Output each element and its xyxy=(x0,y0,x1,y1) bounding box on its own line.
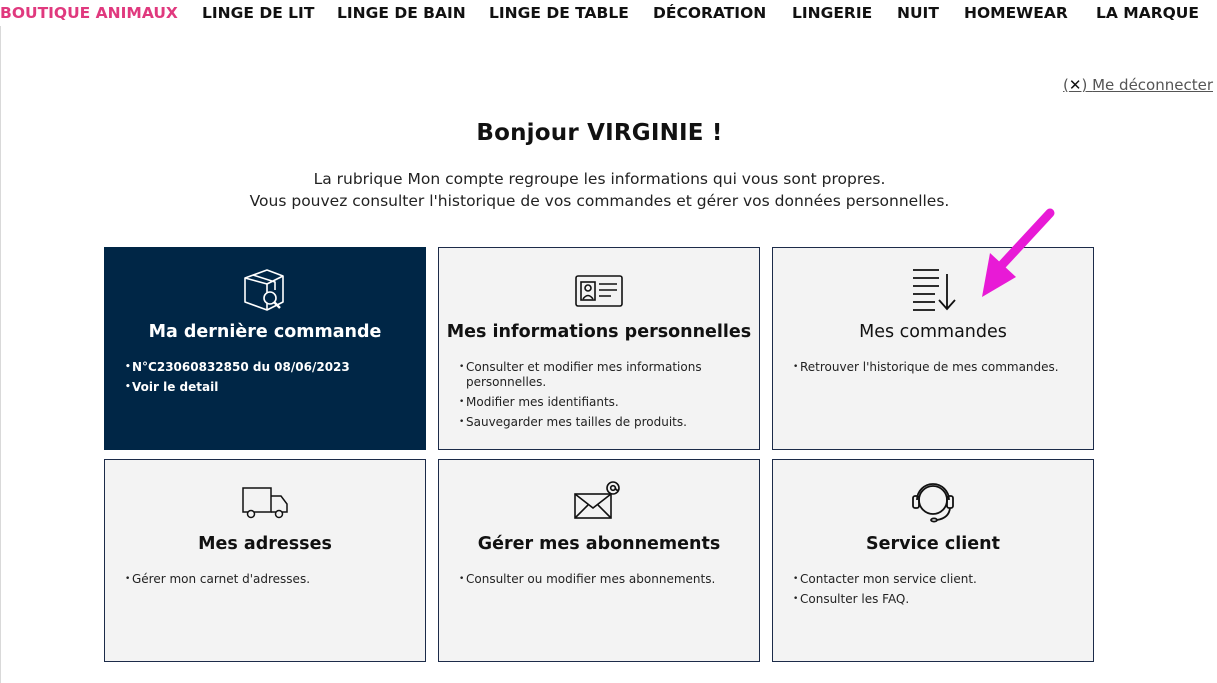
logout-label: Me déconnecter xyxy=(1092,76,1213,94)
id-card-icon xyxy=(571,264,627,314)
order-list-icon xyxy=(905,264,961,314)
delivery-truck-icon xyxy=(237,476,293,526)
list-item: • Consulter ou modifier mes abonnements. xyxy=(459,572,745,587)
list-item: • Modifier mes identifiants. xyxy=(459,395,745,410)
card-title: Mes adresses xyxy=(198,534,332,554)
list-item: • Gérer mon carnet d'adresses. xyxy=(125,572,411,587)
card-list xyxy=(793,572,1079,612)
card-title: Mes informations personnelles xyxy=(446,322,752,342)
card-title: Ma dernière commande xyxy=(148,322,382,342)
list-item: • Consulter et modifier mes informations personnelles. xyxy=(459,360,745,390)
page-title: Bonjour VIRGINIE ! xyxy=(476,120,723,146)
card-list xyxy=(125,572,411,592)
mail-at-icon xyxy=(571,476,627,526)
close-icon: ✕ xyxy=(1068,76,1082,94)
nav-item-nuit[interactable]: NUIT xyxy=(897,4,939,22)
order-number-item[interactable]: • N°C23060832850 du 08/06/2023 xyxy=(125,360,411,375)
card-list xyxy=(793,360,1079,380)
nav-item-linge-de-bain[interactable]: LINGE DE BAIN xyxy=(337,4,466,22)
intro-text-line-1: La rubrique Mon compte regroupe les informations qui vous sont propres. xyxy=(313,170,886,188)
logout-link[interactable]: (✕) Me déconnecter xyxy=(1063,76,1213,94)
faq-link[interactable]: • Consulter les FAQ. xyxy=(793,592,1079,607)
card-addresses[interactable] xyxy=(104,459,426,662)
contact-service-link[interactable]: • Contacter mon service client. xyxy=(793,572,1079,587)
card-title: Gérer mes abonnements xyxy=(477,534,721,554)
card-subscriptions[interactable] xyxy=(438,459,760,662)
card-list xyxy=(459,360,745,435)
intro-text-line-2: Vous pouvez consulter l'historique de vos commandes et gérer vos données personnelles. xyxy=(249,192,950,210)
main-navigation xyxy=(0,0,1217,30)
card-personal-info[interactable] xyxy=(438,247,760,450)
list-item: • Retrouver l'historique de mes commandes. xyxy=(793,360,1079,375)
card-last-order[interactable] xyxy=(104,247,426,450)
card-title: Mes commandes xyxy=(859,322,1007,342)
card-list xyxy=(125,360,411,400)
headset-icon xyxy=(905,476,961,526)
card-title: Service client xyxy=(866,534,1000,554)
nav-item-linge-de-lit[interactable]: LINGE DE LIT xyxy=(202,4,315,22)
view-detail-link[interactable]: • Voir le detail xyxy=(125,380,411,395)
nav-item-lingerie[interactable]: LINGERIE xyxy=(792,4,873,22)
list-item: • Sauvegarder mes tailles de produits. xyxy=(459,415,745,430)
nav-item-homewear[interactable]: HOMEWEAR xyxy=(964,4,1068,22)
nav-item-linge-de-table[interactable]: LINGE DE TABLE xyxy=(489,4,629,22)
nav-item-boutique-animaux[interactable]: BOUTIQUE ANIMAUX xyxy=(0,4,178,22)
pointer-arrow-annotation xyxy=(970,205,1060,305)
nav-item-decoration[interactable]: DÉCORATION xyxy=(653,4,767,22)
nav-item-la-marque[interactable]: LA MARQUE xyxy=(1096,4,1199,22)
card-customer-service[interactable] xyxy=(772,459,1094,662)
card-list xyxy=(459,572,745,592)
package-search-icon xyxy=(237,264,293,314)
